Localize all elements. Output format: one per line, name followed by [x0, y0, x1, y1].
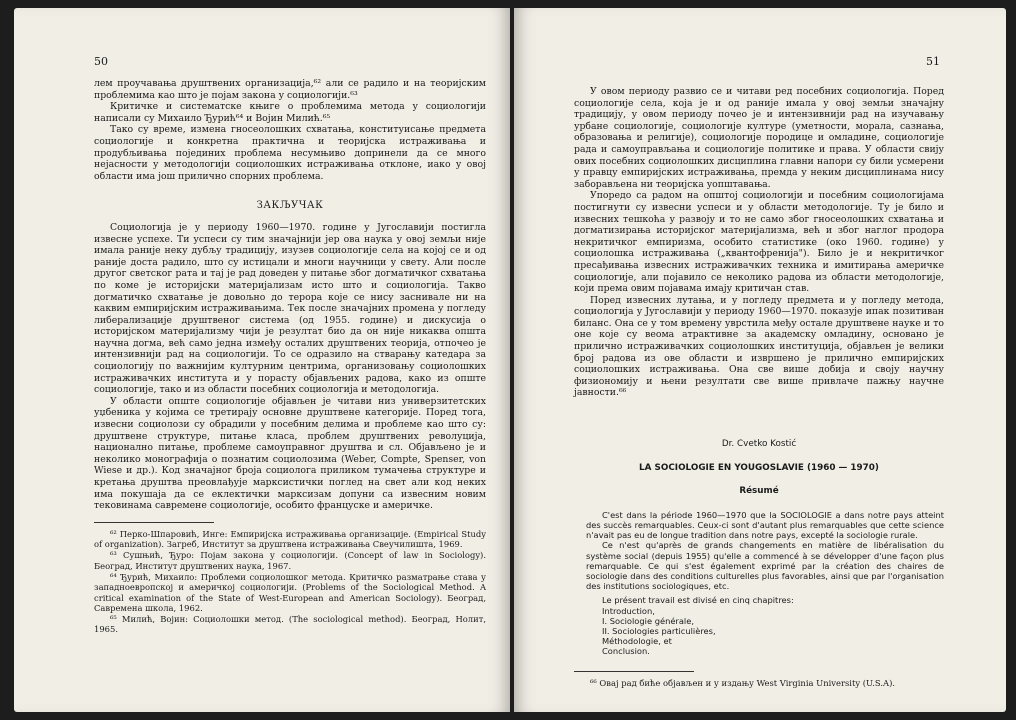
chapter-item: II. Sociologies particulières, [602, 626, 716, 637]
page-number: 50 [94, 55, 108, 68]
author-name: Dr. Cvetko Kostić [721, 439, 797, 450]
left-page-body [94, 78, 486, 636]
footnote: ⁶³ Сушњић, Ђуро: Појам закона у социологији. (Concept of law in Sociology). Београд, Институт друштвених наука, 1967. [94, 550, 486, 571]
paragraph: Поред извесних лутања, и у погледу предмета и у погледу метода, социологија у Југославији у периоду 1960—1970. показује ипак позитиван биланс. Она се у том времену уврстила међу остале друштвене науке и то оне које су веома атрактивне за академску омладину, основано је прилично истраживачких социолошких институција, објављен је велики број радова из ове области и извршено је прилично емпиријских социолошких истраживања. Она све више добија и своју научну физиономију и њени резултати све више привлаче пажњу научне јавности.⁶⁶ [574, 294, 944, 399]
resume-paragraph: C'est dans la période 1960—1970 que la SOCIOLOGIE a dans notre pays atteint des succès remarquables. Ceux-ci sont d'autant plus remarquables que cette science n'avait pas eu de longue tradition dans notre pays, excepté la sociologie rurale. [586, 509, 944, 541]
right-page [514, 8, 1006, 712]
paragraph: У овом периоду развио се и читави ред посебних социологија. Поред социологије села, која је и од раније имала у овој земљи значајну традицију, у овом периоду почео је и интензивнији рад на изучавању урбане социологије, социологије културе (уметности, морала, сазнања, образовања и религије), социологије породице и омладине, социологије рада и самоуправљања и социологије политике и права. У области свију ових посебних социолошких дисциплина главни напори су били усмерени у правцу емпиријских истраживања, премда у неким дисциплинама нису заборављена ни теоријска уопштавања. [574, 86, 944, 190]
footnote-rule [94, 522, 214, 523]
chapter-item: Méthodologie, et [602, 636, 672, 647]
right-page-body [574, 86, 944, 689]
resume-heading: Résumé [739, 486, 779, 497]
footnote: ⁶⁵ Милић, Војин: Социолошки метод. (The sociological method). Београд, Нолит, 1965. [94, 614, 486, 635]
paragraph: Тако су време, измена гносеолошких схватања, конституисање предмета социологије и конкретна практична и теоријска истраживања и продубљивања појединих проблема несумњиво допринели да се много нејасности у методологији социолошких истраживања отклоне, иако у овој области има још прилично спорних проблема. [94, 124, 486, 182]
resume-paragraph: Le présent travail est divisé en cinq chapitres: [602, 595, 794, 606]
paragraph: Социологија је у периоду 1960—1970. године у Југославији постигла извесне успехе. Ти успеси су тим значајнији јер ова наука у овој земљи није имала раније неку дубљу традицију, изузев социологије села на којој се и од раније доста радило, што су истицали и многи научници у свету. Али после другог светског рата и тај је рад доведен у питање због догматичког схватања по коме је историјски материјализам исто што и социологија. Такво догматичко схватање је довољно до терора које се нису заснивале ни на каквим емпиријским истраживањима. Тек после значајних промена у погледу либерализације друштвеног система (од 1955. године) и дискусија о историјском материјализму чији је резултат био да он није никаква општа научна догма, већ само једна између осталих друштвених теорија, отпочео је интензивнији рад на социологији. То се одразило на стварању катедара за социологију по важнијим културним центрима, организовању социолошких истраживачких института и у порасту објављених радова, како из опште социологије, тако и из области посебних социологија и методологија. [94, 221, 486, 396]
resume-paragraph: Ce n'est qu'après de grands changements en matière de libéralisation du système social (depuis 1955) qu'elle a commencé à se développer d'une façon plus remarquable. Ce qui s'est également exprimé par la création des chaires de sociologie dans des conditions culturelles plus favorables, ainsi que par l'organisation des institutions sociologiques, etc. [586, 540, 944, 592]
page-number: 51 [926, 55, 940, 68]
left-page [14, 8, 510, 712]
footnote: ⁶⁴ Ђурић, Михаило: Проблеми социолошког метода. Критичко разматрање става у западноевропској и америчкој социологији. (Problems of the Sociological Method. A critical examination of the State of West-European and American Sociology). Београд, Савремена школа, 1962. [94, 571, 486, 613]
section-heading: ЗАКЉУЧАК [256, 200, 324, 212]
footnote-rule [574, 671, 694, 672]
footnote: ⁶⁶ Овај рад биће објављен и у издању West Virginia University (U.S.A). [590, 677, 896, 688]
chapter-list [574, 606, 944, 657]
chapter-item: Conclusion. [602, 646, 650, 657]
chapter-item: Introduction, [602, 605, 655, 616]
paragraph: Упоредо са радом на општој социологији и посебним социологијама постигнути су извесни успеси и у области методологије. Ту је било и извесних тешкоћа у развоју и то не само због гносеолошких схватања и догматизирања историјског материјализма, већ и због наглог продора некритичког емпиризма, особито статистике (око 1960. године) у социолошка истраживања („квантофренија"). Било је и некритичког пресађивања извесних истраживачких техника и имитирања америчке социологије, али појавило се неколико радова из области методологије, који према овим појавама имају критичан став. [574, 190, 944, 295]
resume-title: LA SOCIOLOGIE EN YOUGOSLAVIE (1960 — 1970) [639, 462, 879, 473]
chapter-item: I. Sociologie générale, [602, 615, 694, 626]
paragraph: лем проучавања друштвених организација,⁶² али се радило и на теоријским проблемима као што је појам закона у социологији.⁶³ [94, 78, 486, 101]
paragraph: Критичке и систематске књиге о проблемима метода у социологији написали су Михаило Ђурић⁶⁴ и Војин Милић.⁶⁵ [94, 101, 486, 124]
paragraph: У области опште социологије објављен је читави низ универзитетских уџбеника у којима се третирају основне друштвене категорије. Поред тога, извесни социолози су обрадили у посебним делима и проблеме као што су: друштвене структуре, питање класа, проблем друштвених револуција, национално питање, проблеме самоуправног друштва и сл. Објављено је и неколико монографија о познатим социолозима (Weber, Compte, Spenser, von Wiese и др.). Код значајног броја социолога приликом тумачења структуре и кретања друштва преовлађује марксистички поглед на свет али код неких има покушаја да се еклектички марксизам допуни са извесним новим тековинама савремене социологије, особито француске и америчке. [94, 395, 486, 512]
footnote: ⁶² Перко-Шпаровић, Инге: Емпиријска истраживања организације. (Empirical Study of organization). Загреб, Институт за друштвена истраживања Свеучилишта, 1969. [94, 528, 486, 550]
